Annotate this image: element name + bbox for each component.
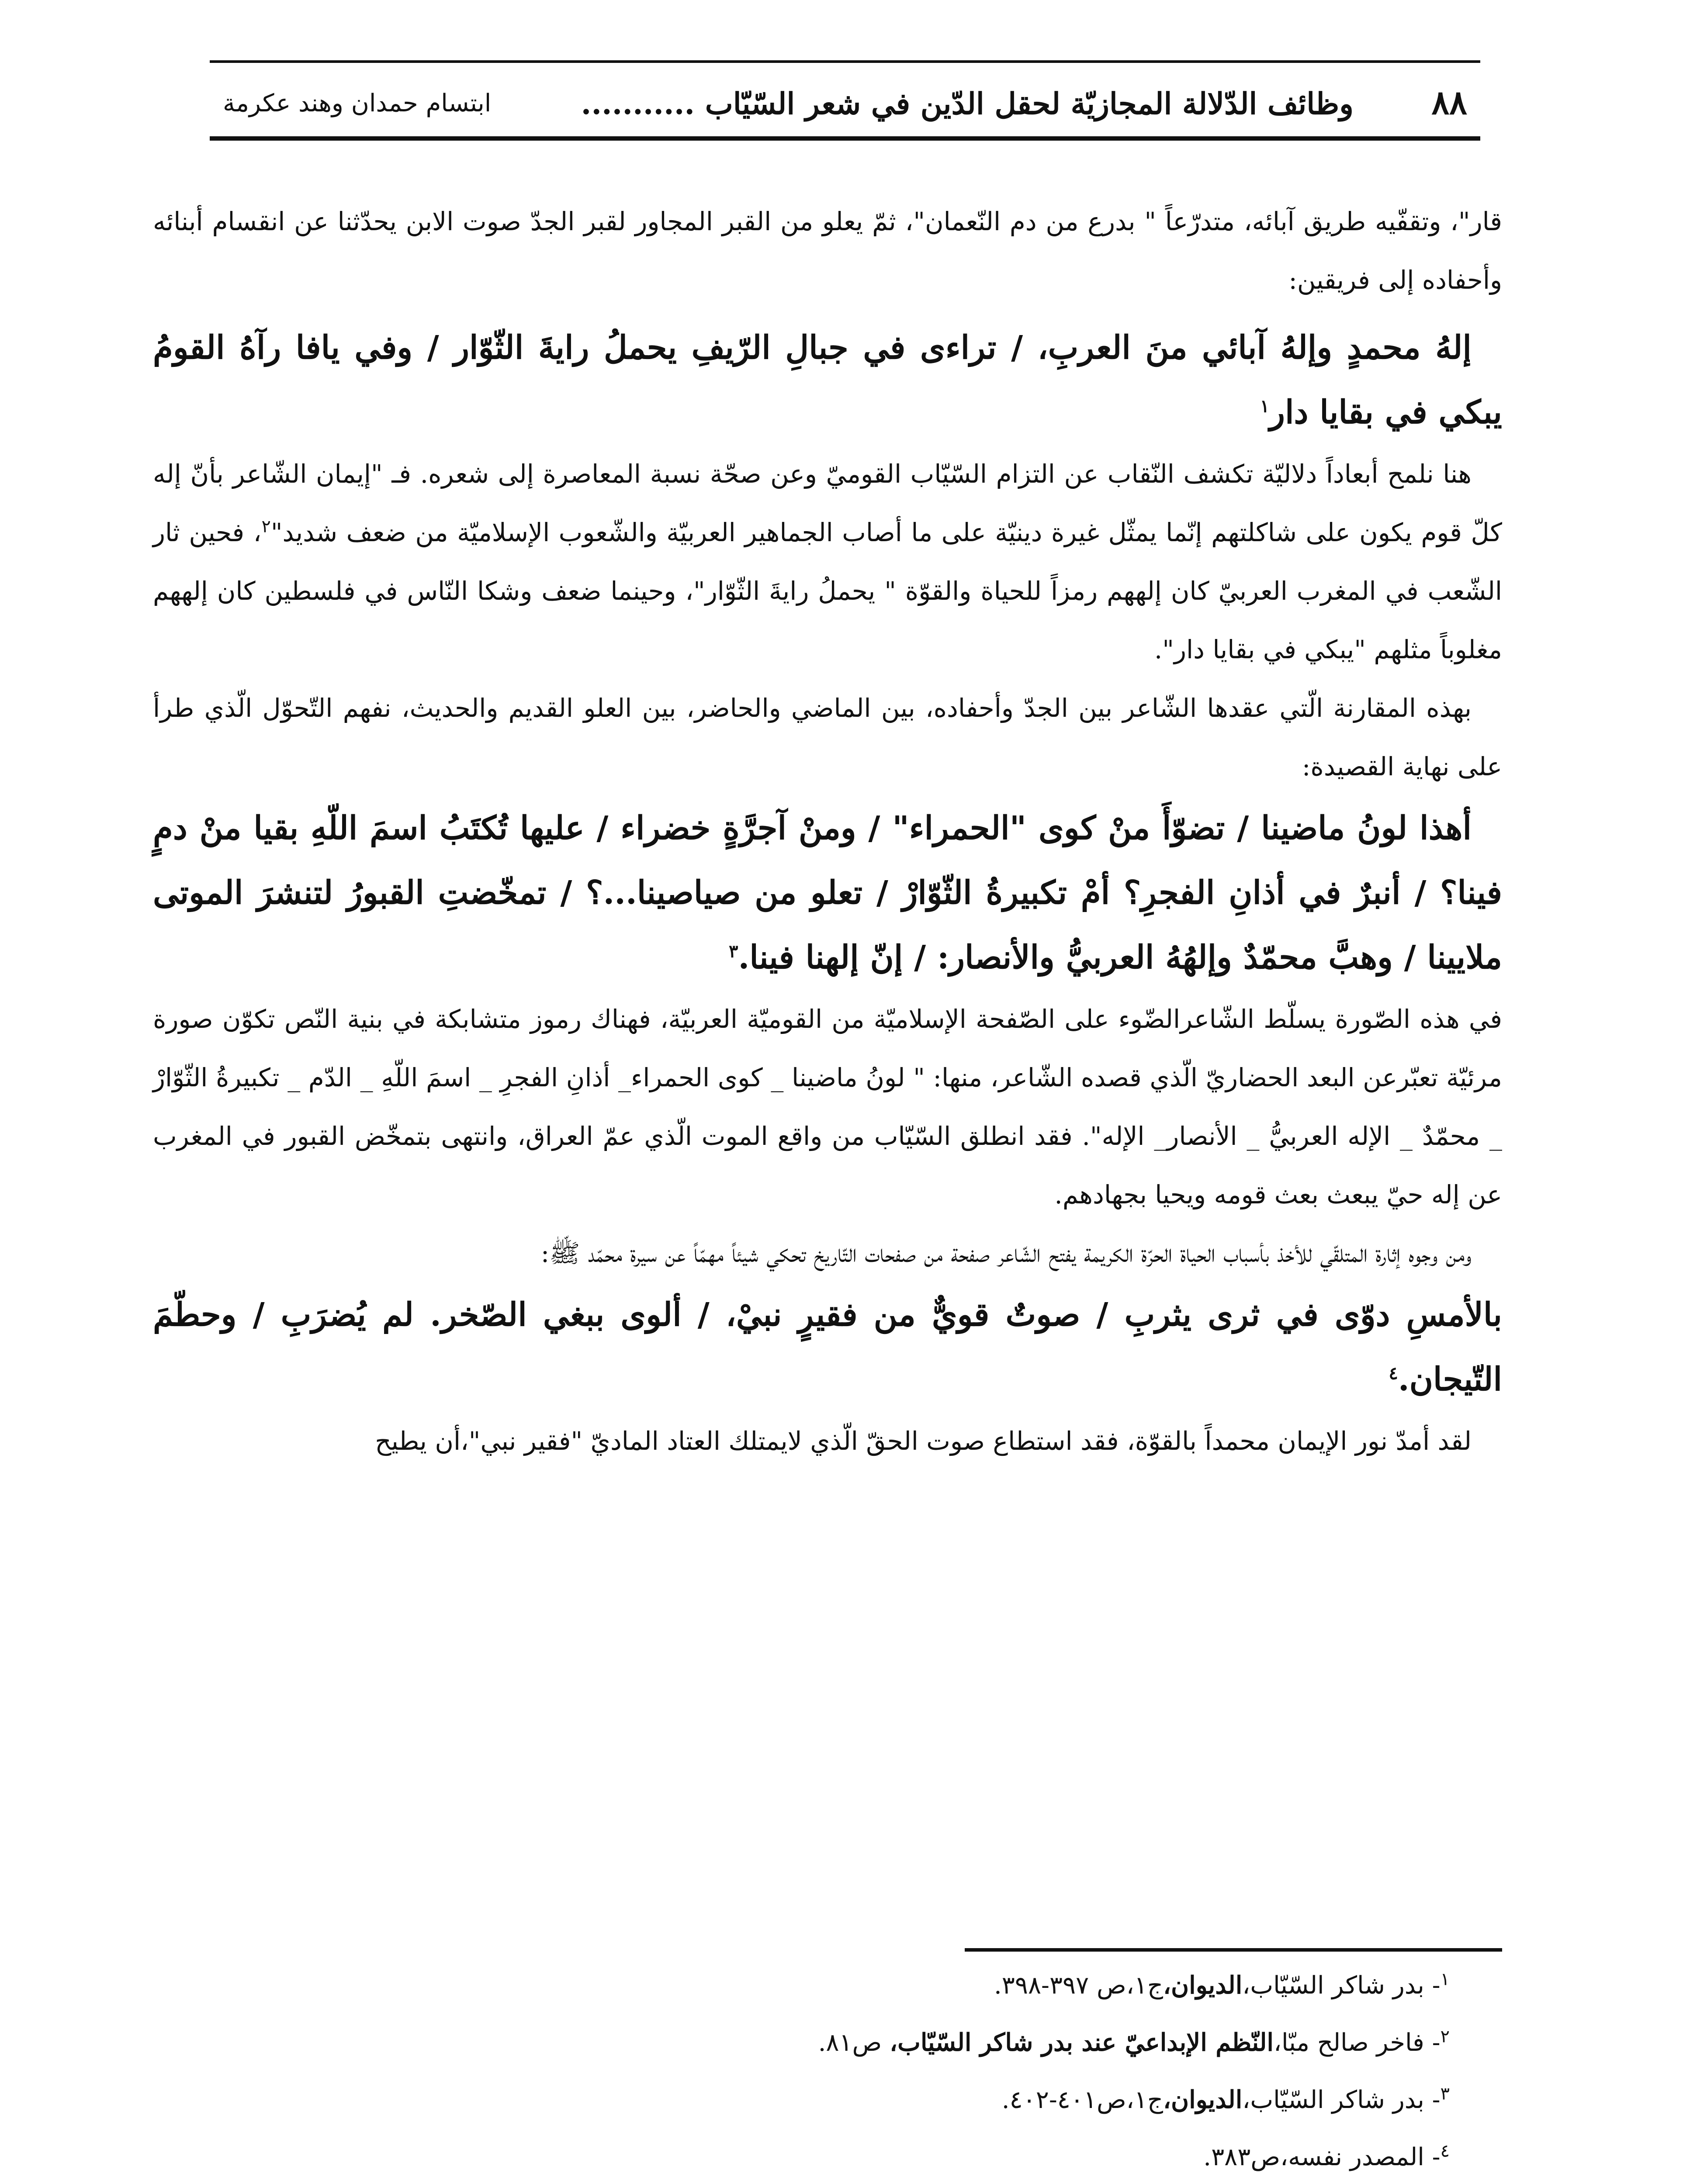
page-number: ٨٨ (1431, 83, 1467, 122)
paragraph-4: في هذه الصّورة يسلّط الشّاعرالضّوء على الصّفحة الإسلاميّة من القوميّة العربيّة، فهناك رموز متشابكة في بنية النّص تكوّن صورة مرئيّة تعبّرعن البعد الحضاريّ الّذي قصده الشّاعر، منها: " لونُ ماضينا _ كوى الحمراء_ أذانِ الفجرِ _ اسمَ اللّهِ _ الدّم _ تكبيرةُ الثّوّارْ _ محمّدٌ _ الإله العربيُّ _ الأنصار_ الإله". فقد انطلق السّيّاب من واقع الموت الّذي عمّ العراق، وانتهى بتمخّض القبور في المغرب عن إله حيّ يبعث بعث قومه ويحيا بجهادهم. (153, 1004, 1503, 1209)
footnotes (153, 1957, 1502, 2184)
paragraph-6: لقد أمدّ نور الإيمان محمداً بالقوّة، فقد استطاع صوت الحقّ الّذي لايمتلك العتاد الماديّ "فقير نبي"،أن يطيح (375, 1426, 1472, 1456)
running-title: وظائف الدّلالة المجازيّة لحقل الدّين في شعر السّيّاب ........... (581, 86, 1354, 121)
verse-quote-2 (153, 796, 1502, 990)
paragraph-2 (153, 445, 1502, 679)
article-body (153, 192, 1502, 1470)
footnote-4: $^٤$- المصدر نفسه،ص٣٨٣. (1203, 2141, 1450, 2171)
footnote-number: ١ (1440, 1969, 1450, 1990)
paragraph-2-part-a: هنا نلمح أبعاداً دلاليّة تكشف النّقاب عن التزام السّيّاب القوميّ وعن صحّة نسبة المعاصرة إلى شعره. فـ "إيمان الشّاعر بأنّ إله كلّ قوم يكون على شاكلتهم إنّما يمثّل غيرة دينيّة على ما أصاب الجماهير العربيّة والشّعوب الإسلاميّة من ضعف شديد" (153, 459, 1503, 547)
running-header (210, 83, 1480, 131)
verse-2-text: أهذا لونُ ماضينا / تضوّأَ منْ كوى "الحمراء" / ومنْ آجرَّةٍ خضراء / عليها تُكتَبُ اسمَ اللّهِ بقيا منْ دمٍ فينا؟ / أنبرٌ في أذانِ الفجرِ؟ أمْ تكبيرةُ الثّوّارْ / تعلو من صياصينا...؟ / تمخّضتِ القبورُ لتنشرَ الموتى ملايينا / وهبَّ محمّدٌ وإلهُهُ العربيُّ والأنصار: / إنّ إلهنا فينا. (153, 809, 1502, 976)
footnote-ref-1: ١ (1260, 396, 1270, 417)
footnote-number: ٢ (1440, 2026, 1450, 2047)
footnote-ref-2: ٢ (261, 516, 271, 537)
verse-quote-3 (153, 1282, 1502, 1412)
paragraph-3: بهذه المقارنة الّتي عقدها الشّاعر بين الجدّ وأحفاده، بين الماضي والحاضر، بين العلو القديم والحديث، نفهم التّحوّل الّذي طرأ على نهاية القصيدة: (153, 693, 1502, 781)
footnote-number: ٣ (1440, 2084, 1450, 2104)
header-bottom-rule (210, 136, 1480, 141)
footnote-ref-4: ٤ (1389, 1363, 1398, 1384)
verse-3-text: بالأمسِ دوّى في ثرى يثربِ / صوتٌ قويٌّ من فقيرٍ نبيْ، / ألوى ببغي الصّخر. لم يُضرَبِ / وحطّمَ التّيجان. (153, 1296, 1502, 1398)
paragraph-5: ومن وجوه إثارة المتلقّي للأخذ بأسباب الحياة الحرّة الكريمة يفتح الشّاعر صفحة من صفحات التّاريخ تحكي شيئاً مهمّاً عن سيرة محمّد ﷺ: (540, 1238, 1472, 1268)
verse-quote-1 (153, 315, 1502, 445)
footnote-separator (965, 1948, 1502, 1952)
header-top-rule (210, 60, 1480, 63)
footnote-2: $^٢$- فاخر صالح مبّا،النّظم الإبداعيّ عند بدر شاكر السّيّاب، ص٨١. (818, 2026, 1450, 2057)
paragraph-2-part-b: ، فحين ثار الشّعب في المغرب العربيّ كان إلههم رمزاً للحياة والقوّة " يحملُ رايةَ الثّوّار"، وحينما ضعف وشكا النّاس في فلسطين كان إلههم مغلوباً مثلهم "يبكي في بقايا دار". (153, 518, 1503, 664)
footnote-3: $^٣$- بدر شاكر السّيّاب،الديوان،ج١،ص٤٠١-٤٠٢. (1001, 2084, 1450, 2114)
paragraph-1: قار"، وتقفّيه طريق آبائه، متدرّعاً " بدرع من دم النّعمان"، ثمّ يعلو من القبر المجاور لقبر الجدّ صوت الابن يحدّثنا عن انقسام أبنائه وأحفاده إلى فريقين: (153, 207, 1502, 295)
footnote-ref-3: ٣ (729, 941, 738, 962)
footnote-1: $^١$- بدر شاكر السّيّاب،الديوان،ج١،ص ٣٩٧-٣٩٨. (994, 1969, 1450, 2000)
verse-1-text: إلهُ محمدٍ وإلهُ آبائي منَ العربِ، / تراءى في جبالِ الرّيفِ يحملُ رايةَ الثّوّار / وفي يافا رآهُ القومُ يبكي في بقايا دار (153, 329, 1502, 431)
running-authors: ابتسام حمدان وهند عكرمة (223, 89, 492, 117)
footnote-number: ٤ (1440, 2141, 1450, 2161)
